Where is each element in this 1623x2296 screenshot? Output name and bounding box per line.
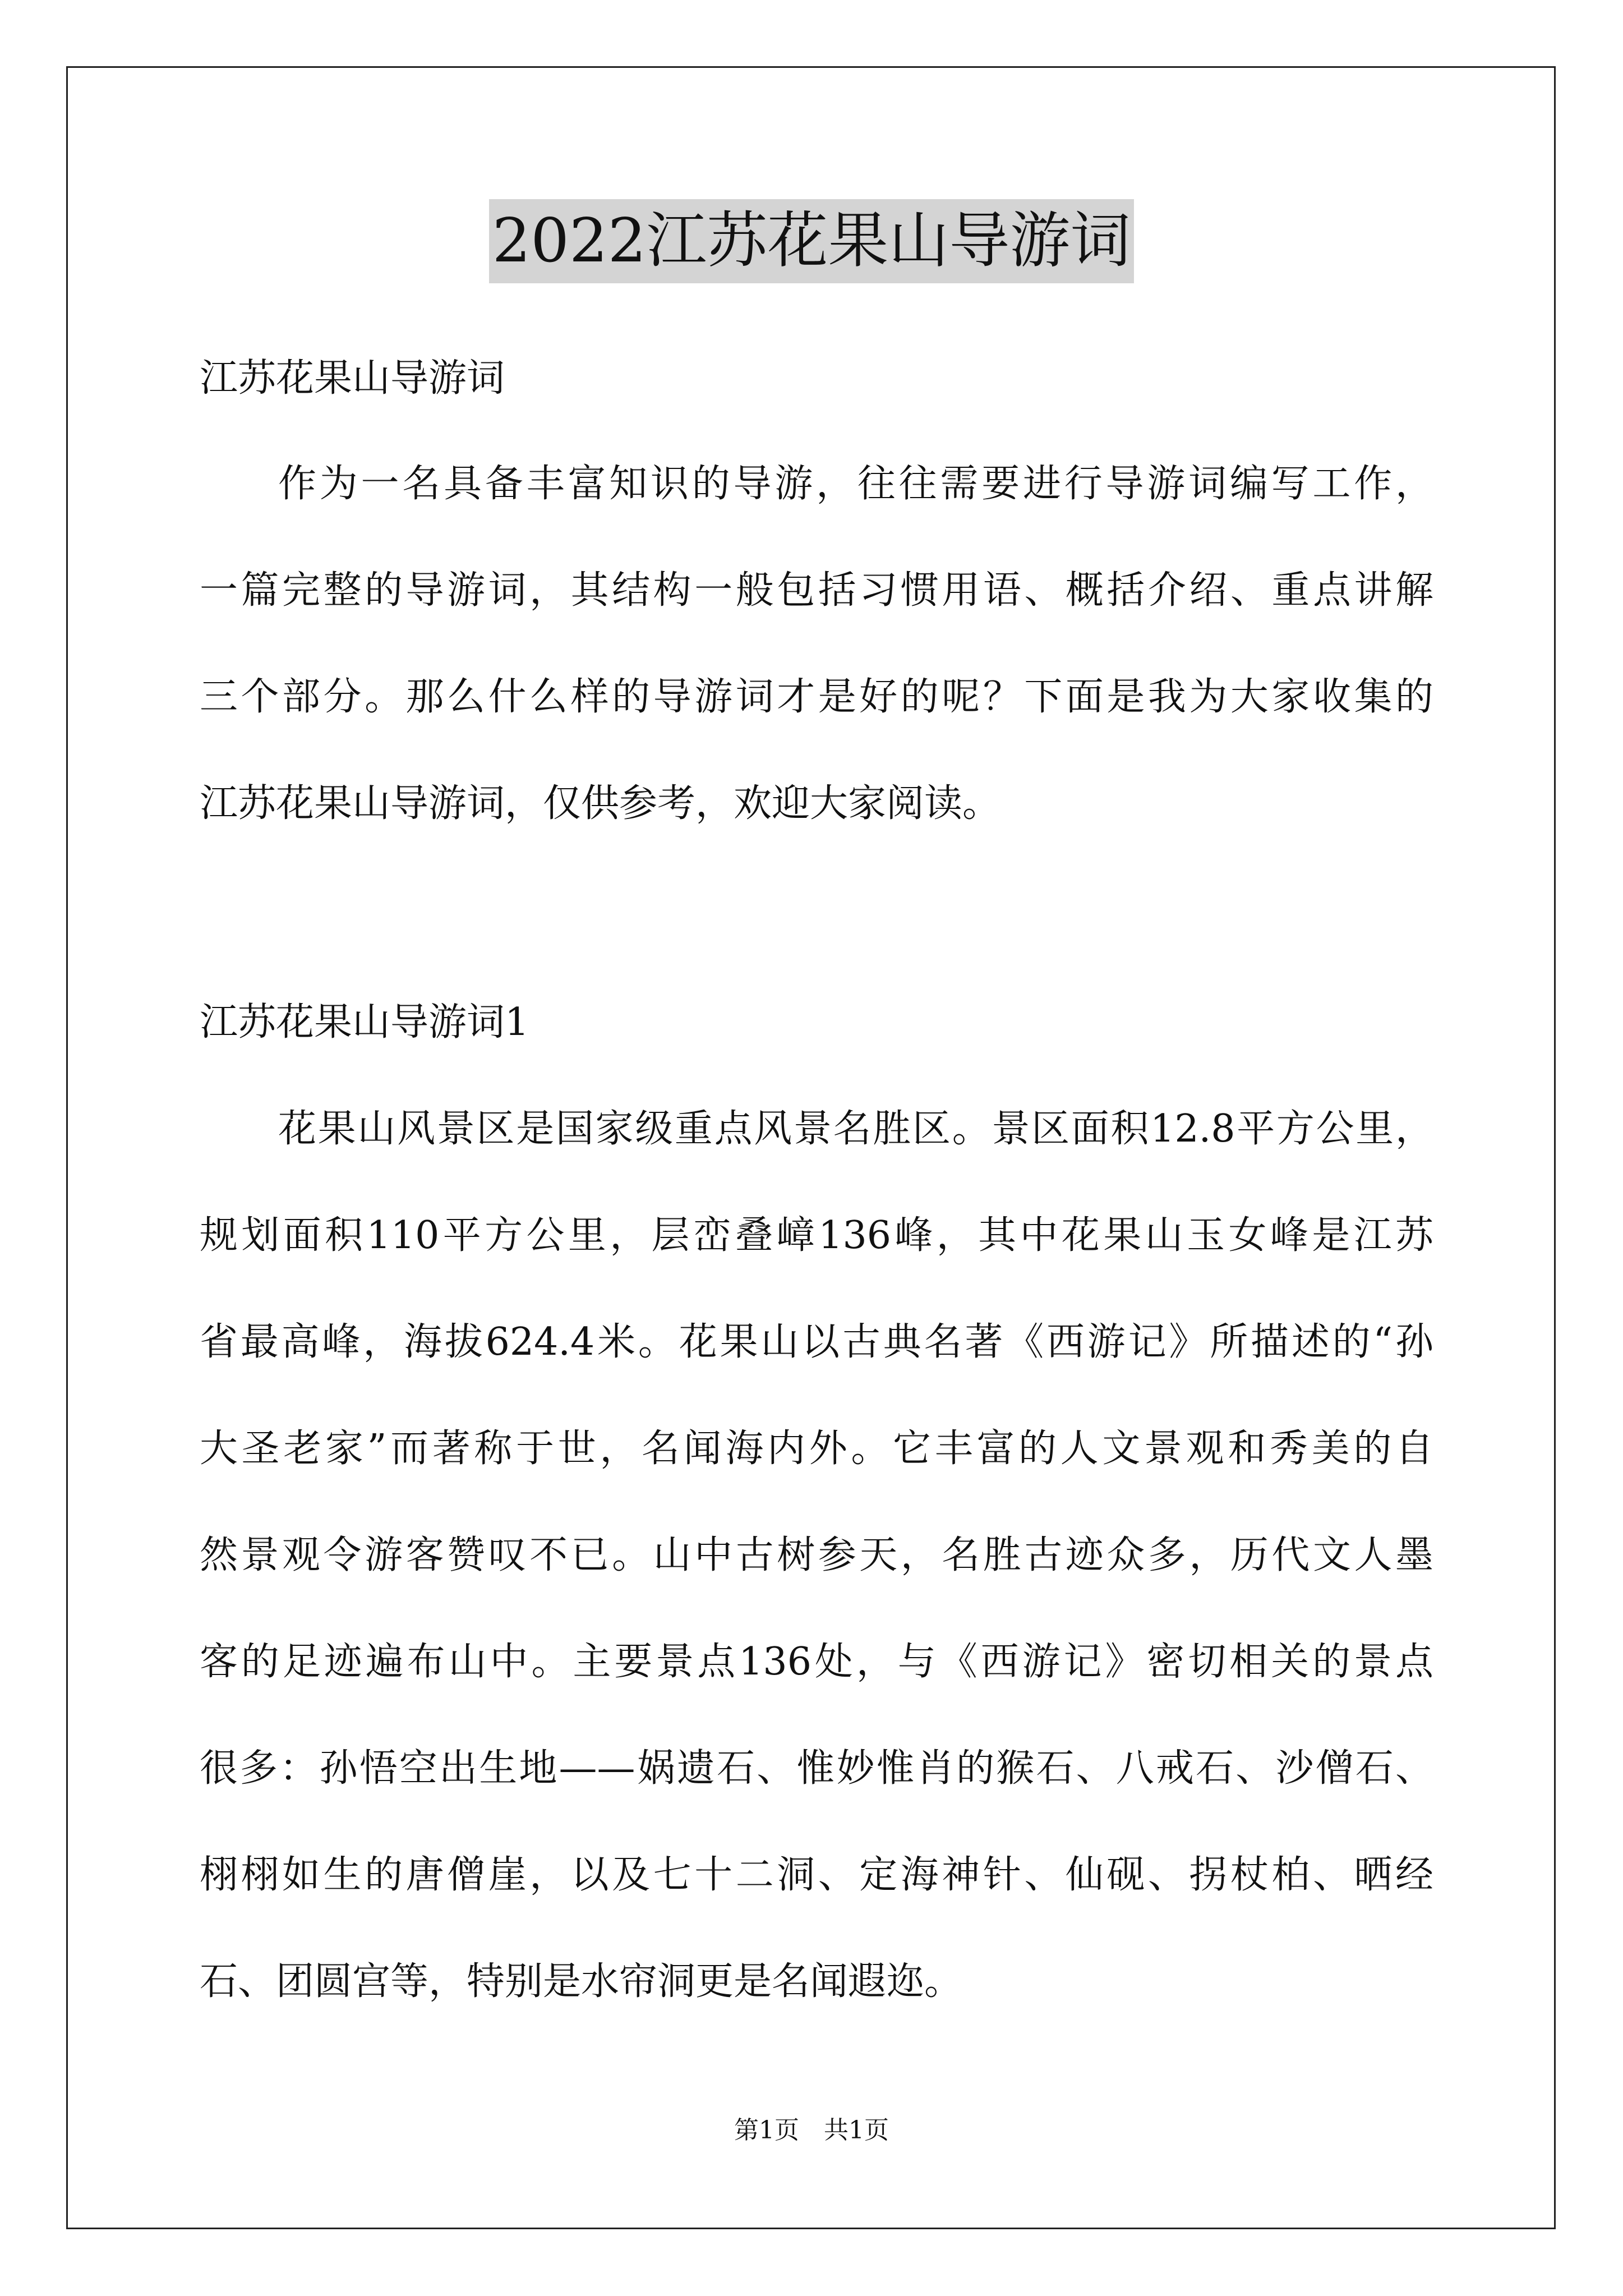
body-line-8: 栩栩如生的唐僧崖，以及七十二洞、定海神针、仙砚、拐杖柏、晒经 xyxy=(200,1853,1433,1897)
intro-line-2: 一篇完整的导游词，其结构一般包括习惯用语、概括介绍、重点讲解 xyxy=(200,568,1433,613)
body-line-4: 大圣老家”而著称于世，名闻海内外。它丰富的人文景观和秀美的自 xyxy=(200,1427,1433,1471)
body-line-6: 客的足迹遍布山中。主要景点136处，与《西游记》密切相关的景点 xyxy=(200,1640,1433,1684)
body-line-1: 花果山风景区是国家级重点风景名胜区。景区面积12.8平方公里， xyxy=(278,1107,1433,1151)
document-title: 2022江苏花果山导游词 xyxy=(489,199,1135,283)
section-heading: 江苏花果山导游词1 xyxy=(200,1000,529,1045)
document-subtitle: 江苏花果山导游词 xyxy=(200,356,505,401)
body-line-5: 然景观令游客赞叹不已。山中古树参天，名胜古迹众多，历代文人墨 xyxy=(200,1533,1433,1577)
intro-line-4: 江苏花果山导游词，仅供参考，欢迎大家阅读。 xyxy=(200,781,1001,826)
intro-line-1: 作为一名具备丰富知识的导游，往往需要进行导游词编写工作， xyxy=(278,462,1433,506)
intro-line-3: 三个部分。那么什么样的导游词才是好的呢？下面是我为大家收集的 xyxy=(200,675,1433,719)
page-footer: 第1页 共1页 xyxy=(734,2116,889,2145)
body-line-2: 规划面积110平方公里，层峦叠嶂136峰，其中花果山玉女峰是江苏 xyxy=(200,1213,1433,1258)
body-line-3: 省最高峰，海拔624.4米。花果山以古典名著《西游记》所描述的“孙 xyxy=(200,1320,1433,1364)
title-container xyxy=(0,199,1623,283)
body-line-7: 很多：孙悟空出生地——娲遗石、惟妙惟肖的猴石、八戒石、沙僧石、 xyxy=(200,1746,1433,1791)
body-line-9: 石、团圆宫等，特别是水帘洞更是名闻遐迩。 xyxy=(200,1959,963,2004)
